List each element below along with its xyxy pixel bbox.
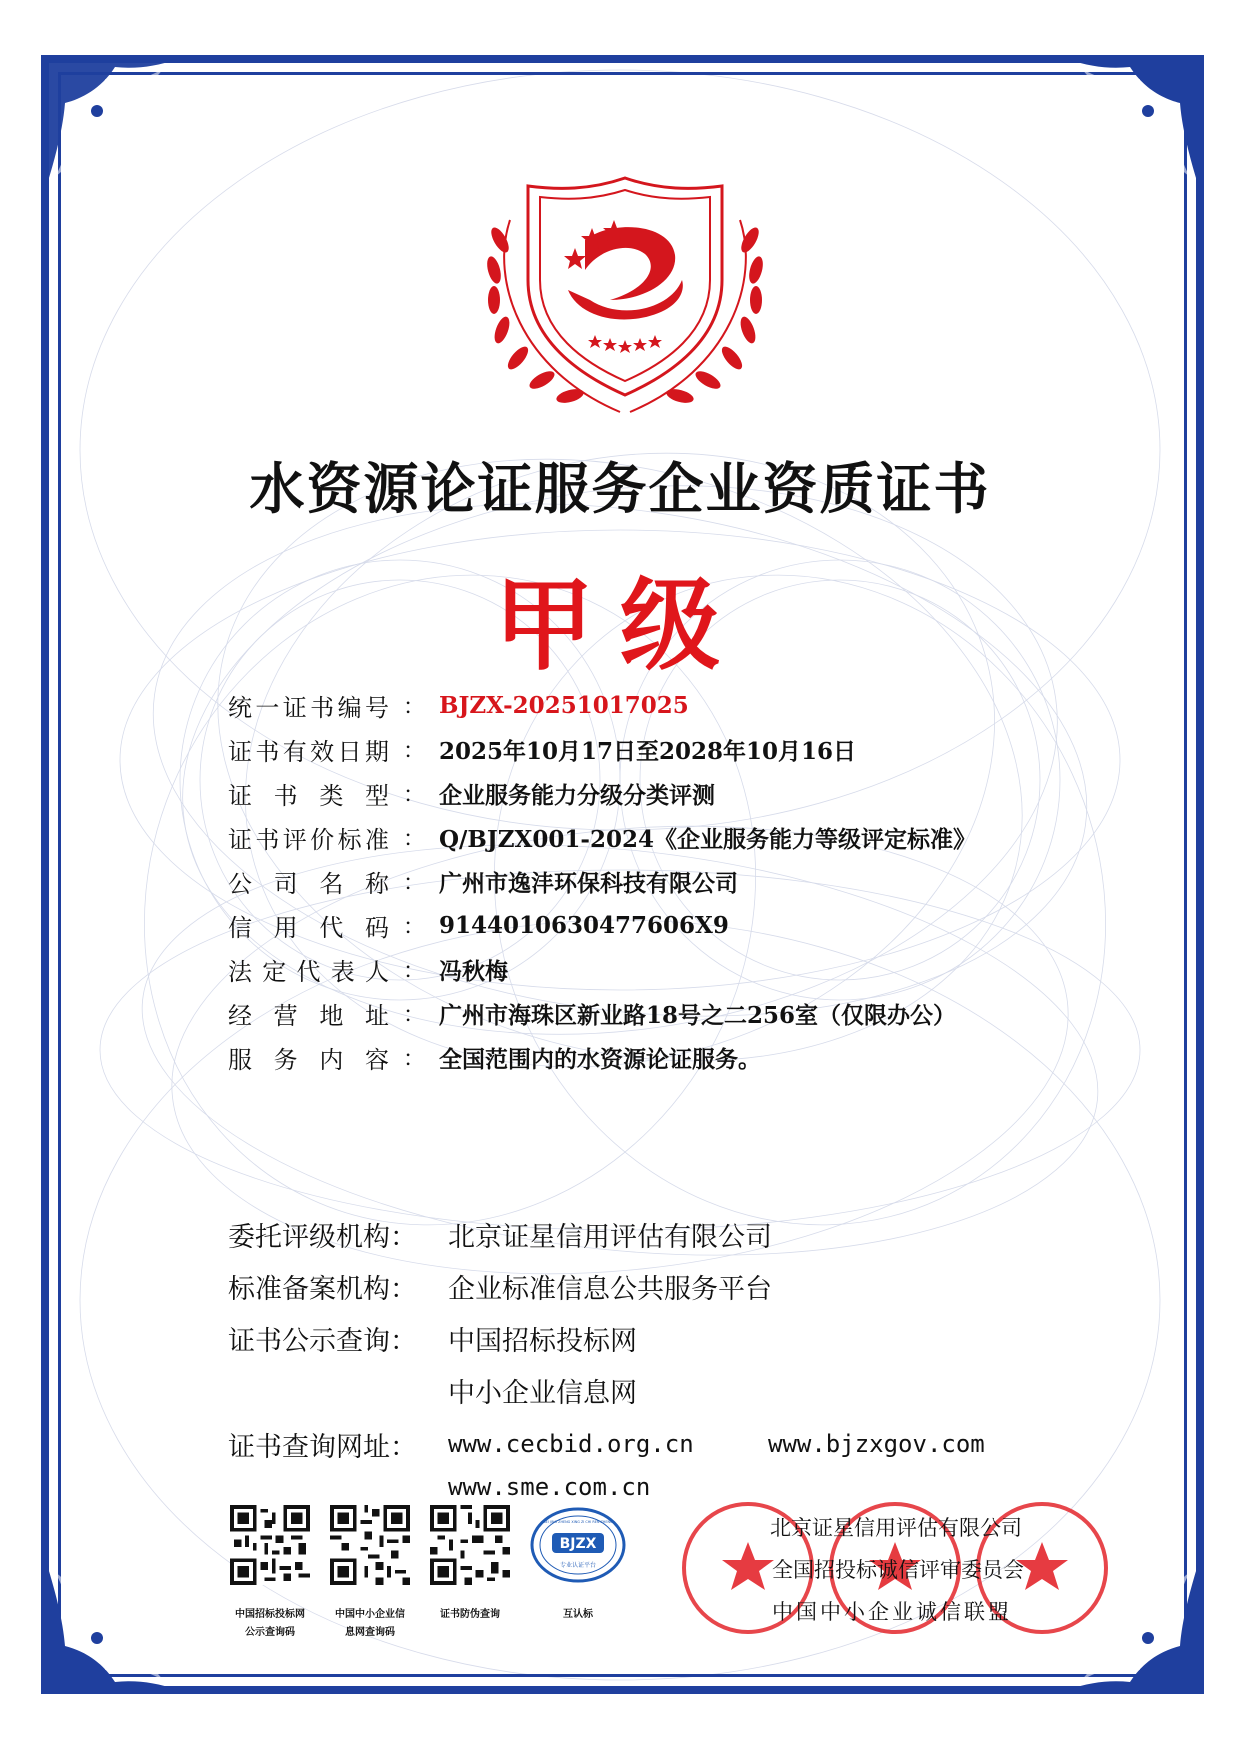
info-label-char: 日 [337, 737, 362, 766]
info-label [228, 1040, 389, 1075]
info-colon: ： [402, 914, 425, 940]
qr-code-icon[interactable] [330, 1505, 410, 1585]
info-label [228, 908, 389, 943]
org-value: 北京证星信用评估有限公司 [448, 1221, 772, 1253]
badge-code: BJZX [559, 1536, 597, 1552]
certificate-grade: 甲级 [494, 566, 746, 684]
url-link[interactable]: www.bjzxgov.com [768, 1430, 985, 1458]
org-row-publicity-2 [228, 1364, 1108, 1416]
info-label-char: 址 [364, 1001, 389, 1030]
corner-ornament-top-left [45, 59, 177, 191]
info-row-address [228, 991, 1088, 1035]
info-label-char: 称 [364, 869, 389, 898]
info-label [228, 996, 389, 1031]
info-label-char: 一 [255, 693, 280, 722]
info-label-char: 编 [337, 693, 362, 722]
info-row-service-scope [228, 1035, 1088, 1079]
info-value: Q/BJZX001-2024《企业服务能力等级评定标准》 [439, 825, 976, 853]
info-label-char: 法 [228, 957, 252, 986]
org-value: 中小企业信息网 [448, 1377, 637, 1409]
info-label-char: 统 [228, 693, 252, 722]
info-label-char: 码 [364, 913, 389, 942]
info-label-char: 务 [273, 1045, 298, 1074]
info-label-char: 准 [364, 825, 389, 854]
info-label-char: 司 [273, 869, 298, 898]
info-label-char: 证 [228, 781, 252, 810]
info-label [228, 952, 389, 987]
qr-caption: 中国中小企业信 息网查询码 [335, 1609, 405, 1638]
badge-bottom-text: 专业认证平台 [559, 1562, 597, 1569]
info-value: 全国范围内的水资源论证服务。 [439, 1045, 761, 1073]
info-label-char: 内 [319, 1045, 344, 1074]
badge-ring-text: BEI JING ZHENG XING ZI CHI REN ZHENG [543, 1520, 613, 1524]
url-link[interactable]: www.sme.com.cn [448, 1473, 651, 1501]
info-label-char: 型 [364, 781, 389, 810]
shield-emblem-icon [470, 150, 780, 430]
info-label [228, 864, 389, 899]
info-label-char: 表 [330, 957, 355, 986]
info-label-char: 类 [319, 781, 344, 810]
info-row-validity [228, 727, 1088, 771]
org-row-standard-filing [228, 1260, 1108, 1312]
info-row-certificate-number [228, 683, 1088, 727]
info-label-char: 书 [255, 737, 280, 766]
info-label-char: 标 [337, 825, 362, 854]
info-row-company-name [228, 859, 1088, 903]
info-colon: ： [402, 958, 425, 984]
org-label: 证书公示查询： [228, 1325, 417, 1357]
qr-caption: 中国招标投标网 公示查询码 [235, 1609, 305, 1638]
qr-caption: 证书防伪查询 [440, 1609, 500, 1620]
corner-ornament-top-right [1068, 59, 1200, 191]
issuer-name: 中国中小企业诚信联盟 [772, 1600, 1012, 1624]
certificate-info-table [228, 683, 1088, 1079]
org-value: 中国招标投标网 [448, 1325, 637, 1357]
corner-ornament-bottom-left [45, 1558, 177, 1690]
info-label-char: 服 [228, 1045, 252, 1074]
info-label-char: 信 [228, 913, 252, 942]
qr-caption: 互认标 [563, 1609, 593, 1620]
info-label-char: 书 [255, 825, 280, 854]
info-label-char: 证 [282, 693, 307, 722]
info-label-char: 容 [364, 1045, 389, 1074]
info-value: 9144010630477606X9 [439, 911, 729, 939]
info-label-char: 效 [310, 737, 335, 766]
info-value: BJZX-20251017025 [439, 691, 689, 719]
info-colon: ： [402, 870, 425, 896]
info-label-char: 证 [228, 737, 252, 766]
info-value: 广州市逸沣环保科技有限公司 [439, 869, 738, 897]
info-row-type [228, 771, 1088, 815]
info-label [228, 732, 389, 767]
info-label [228, 776, 389, 811]
info-label-char: 用 [273, 913, 298, 942]
info-label-char: 书 [310, 693, 335, 722]
info-label-char: 公 [228, 869, 252, 898]
info-label-char: 价 [310, 825, 335, 854]
info-label-char: 号 [364, 693, 389, 722]
info-label-char: 证 [228, 825, 252, 854]
info-label-char: 人 [365, 957, 389, 986]
org-label: 委托评级机构： [228, 1221, 417, 1253]
org-row-publicity [228, 1312, 1108, 1364]
certificate-title: 水资源论证服务企业资质证书 [249, 456, 991, 521]
info-value: 广州市海珠区新业路18号之二256室（仅限办公） [439, 1001, 957, 1029]
info-label-char: 代 [296, 957, 321, 986]
info-label-char: 书 [273, 781, 298, 810]
info-label-char: 期 [364, 737, 389, 766]
info-label-char: 名 [319, 869, 344, 898]
info-colon: ： [402, 1046, 425, 1072]
info-value: 冯秋梅 [439, 957, 508, 985]
info-label-char: 有 [282, 737, 307, 766]
info-label-char: 代 [319, 913, 344, 942]
info-label [228, 688, 389, 723]
qr-code-icon[interactable] [230, 1505, 310, 1585]
info-colon: ： [402, 782, 425, 808]
info-label-char: 地 [319, 1001, 344, 1030]
info-label-char: 营 [273, 1001, 298, 1030]
info-colon: ： [402, 1002, 425, 1028]
org-value: 企业标准信息公共服务平台 [448, 1273, 772, 1305]
info-colon: ： [402, 826, 425, 852]
issuer-name: 全国招投标诚信评审委员会 [772, 1558, 1024, 1582]
bjzx-badge-icon [530, 1505, 626, 1585]
issuer-name: 北京证星信用评估有限公司 [770, 1516, 1022, 1540]
info-value: 企业服务能力分级分类评测 [439, 781, 715, 809]
qr-code-icon[interactable] [430, 1505, 510, 1585]
info-colon: ： [402, 694, 425, 720]
info-colon: ： [402, 738, 425, 764]
info-value: 2025年10月17日至2028年10月16日 [439, 737, 857, 765]
info-label-char: 评 [282, 825, 307, 854]
info-label-char: 定 [262, 957, 287, 986]
org-label: 标准备案机构： [228, 1273, 417, 1305]
info-row-legal-rep [228, 947, 1088, 991]
org-label: 证书查询网址： [228, 1431, 417, 1463]
issuing-organizations [228, 1208, 1108, 1502]
info-label-char: 经 [228, 1001, 252, 1030]
org-row-rating-agency [228, 1208, 1108, 1260]
official-seals [680, 1490, 1120, 1640]
info-row-standard [228, 815, 1088, 859]
info-label [228, 820, 389, 855]
org-row-urls [228, 1416, 1108, 1472]
info-row-credit-code [228, 903, 1088, 947]
url-link[interactable]: www.cecbid.org.cn [448, 1430, 694, 1458]
